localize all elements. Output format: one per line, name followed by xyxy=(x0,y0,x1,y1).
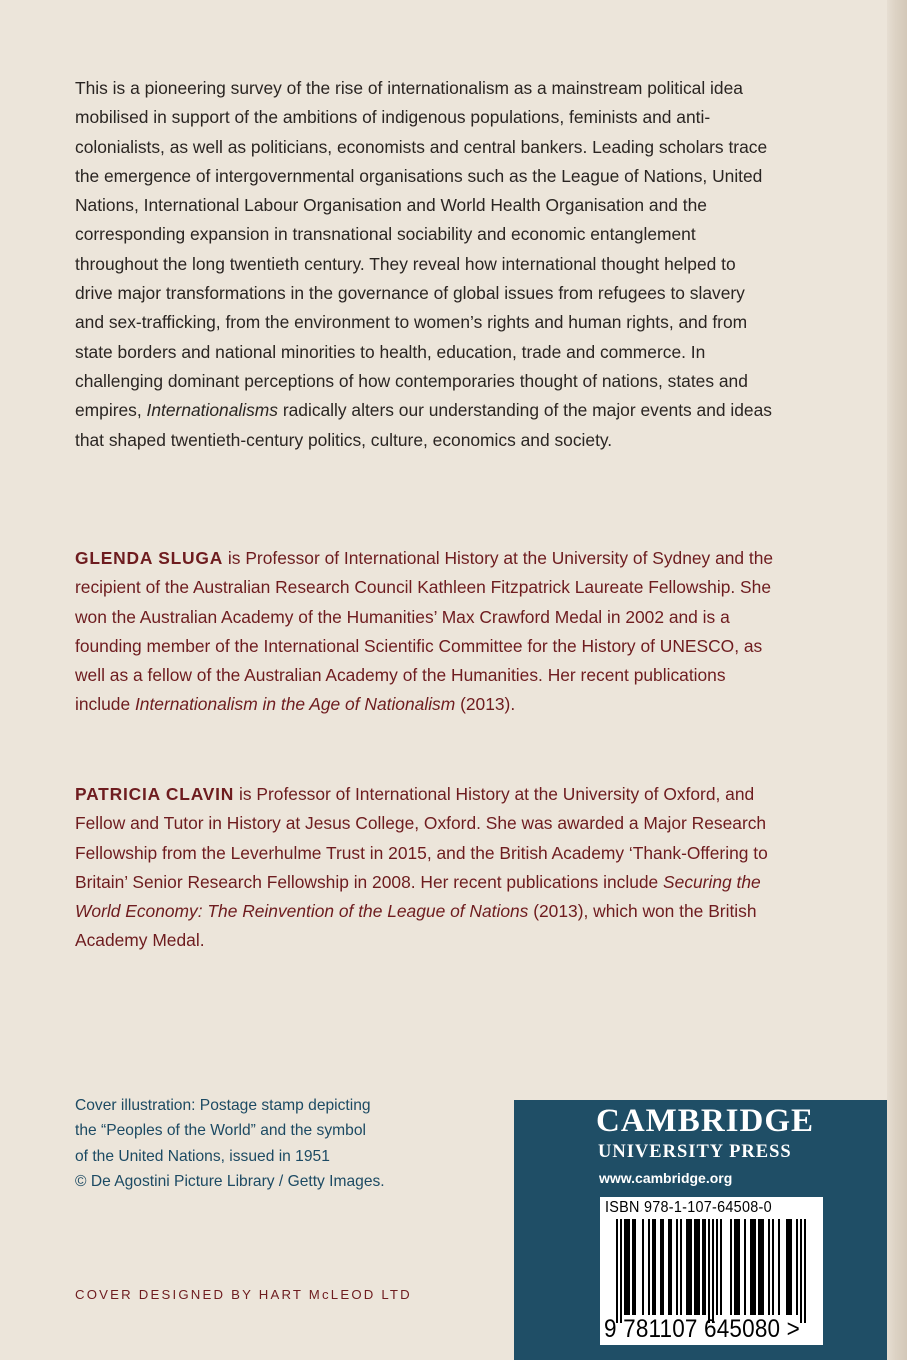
barcode-bar xyxy=(734,1219,736,1315)
barcode-bar xyxy=(696,1219,698,1315)
description-text-2: radically alters our understanding of the major events and ideas that shaped twentieth-century politics, culture, economics and society. xyxy=(75,400,772,450)
barcode-bar xyxy=(704,1219,706,1315)
bio-sluga-text-1: is Professor of International History at the University of Sydney and the recipient of the Australian Research Council Kathleen Fitzpatrick Laureate Fellowship. She won the Australian Academy of the Humanities’ Max Crawford Medal in 2002 and is a founding member of the International Scientific Committee for the History of UNESCO, as well as a fellow of the Australian Academy of the Humanities. Her recent publications include xyxy=(75,548,774,715)
author-bio-sluga xyxy=(75,544,785,720)
barcode-bar xyxy=(626,1219,628,1315)
barcode-bar xyxy=(786,1219,788,1315)
barcode-bar xyxy=(632,1219,634,1315)
barcode-bar xyxy=(676,1219,678,1315)
barcode-bar xyxy=(628,1219,630,1315)
barcode-bar xyxy=(762,1219,764,1315)
cover-designer: COVER DESIGNED BY HART McLEOD LTD xyxy=(75,1287,412,1302)
barcode-bar xyxy=(712,1219,714,1323)
barcode-bar xyxy=(796,1219,798,1315)
barcode-bar xyxy=(800,1219,802,1323)
barcode-bar xyxy=(694,1219,696,1315)
barcode-bar xyxy=(616,1219,618,1323)
barcode-bar xyxy=(758,1219,760,1315)
barcode-bar xyxy=(642,1219,644,1315)
spine-edge xyxy=(887,0,907,1360)
barcode-bar xyxy=(772,1219,774,1315)
barcode-bar xyxy=(744,1219,746,1315)
book-title-italic: Internationalisms xyxy=(146,400,278,421)
author-name-clavin: PATRICIA CLAVIN xyxy=(75,784,235,804)
barcode-panel xyxy=(600,1197,823,1345)
bio-clavin-book: Securing the World Economy: The Reinvention of the League of Nations xyxy=(75,871,761,922)
barcode-bar xyxy=(686,1219,688,1315)
barcode-bar xyxy=(698,1219,700,1315)
barcode-bar xyxy=(760,1219,762,1315)
barcode-bar xyxy=(738,1219,740,1315)
cover-credit-line-2: the “Peoples of the World” and the symbol xyxy=(75,1122,366,1140)
barcode-bar xyxy=(702,1219,704,1315)
barcode-bar xyxy=(730,1219,732,1315)
barcode-bar xyxy=(680,1219,682,1315)
barcode-bar xyxy=(768,1219,770,1315)
publisher-name: CAMBRIDGE xyxy=(596,1103,815,1139)
barcode-bar xyxy=(736,1219,738,1315)
bio-sluga-text-2: (2013). xyxy=(455,694,516,715)
barcode-bar xyxy=(652,1219,654,1315)
barcode-bar xyxy=(668,1219,670,1315)
barcode-bar xyxy=(720,1219,722,1315)
author-bio-clavin xyxy=(75,780,785,956)
isbn-text: ISBN 978-1-107-64508-0 xyxy=(605,1199,772,1216)
bio-sluga-book: Internationalism in the Age of Nationalism xyxy=(134,694,456,715)
barcode-bar xyxy=(804,1219,806,1323)
barcode-bar xyxy=(708,1219,710,1323)
cover-credit-line-4: © De Agostini Picture Library / Getty Images. xyxy=(75,1172,385,1190)
barcode-bar xyxy=(716,1219,718,1315)
publisher-box xyxy=(514,1100,887,1360)
description-text-1: This is a pioneering survey of the rise of internationalism as a mainstream political idea mobilised in support of the ambitions of indigenous populations, feminists and anti-colonialists, as well as politicians, economists and central bankers. Leading scholars trace the emergence of intergovernmental organisations such as the League of Nations, United Nations, International Labour Organisation and World Health Organisation and the corresponding expansion in transnational sociability and economic entanglement throughout the long twentieth century. They reveal how international thought helped to drive major transformations in the governance of global issues from refugees to slavery and sex-trafficking, from the environment to women’s rights and human rights, and from state borders and national minorities to health, education, trade and commerce. In challenging dominant perceptions of how contemporaries thought of nations, states and empires, xyxy=(75,78,768,421)
barcode-bar xyxy=(778,1219,780,1315)
bio-clavin-text-2: (2013), which won the British Academy Medal. xyxy=(75,901,757,951)
barcode-bar xyxy=(654,1219,656,1315)
barcode-bar xyxy=(690,1219,692,1315)
barcode-bar xyxy=(750,1219,752,1315)
barcode-bar xyxy=(624,1219,626,1315)
barcode-digits: 9 781107 645080 > xyxy=(604,1315,800,1343)
barcode-bar xyxy=(634,1219,636,1315)
publisher-url: www.cambridge.org xyxy=(599,1170,733,1186)
cover-credit xyxy=(75,1093,475,1194)
barcode-bar xyxy=(788,1219,790,1315)
barcode-bar xyxy=(754,1219,756,1315)
barcode-bar xyxy=(648,1219,650,1315)
barcode-bar xyxy=(662,1219,664,1315)
book-description xyxy=(75,74,775,455)
cover-credit-line-1: Cover illustration: Postage stamp depicting xyxy=(75,1097,371,1114)
barcode-bar xyxy=(752,1219,754,1315)
bio-clavin-text-1: is Professor of International History at the University of Oxford, and Fellow and Tutor in History at Jesus College, Oxford. She was awarded a Major Research Fellowship from the Leverhulme Trust in 2015, and the British Academy ‘Thank-Offering to Britain’ Senior Research Fellowship in 2008. Her recent publications include xyxy=(75,784,768,892)
barcode-bar xyxy=(688,1219,690,1315)
cover-credit-line-3: of the United Nations, issued in 1951 xyxy=(75,1147,330,1165)
publisher-subtitle: UNIVERSITY PRESS xyxy=(598,1142,792,1162)
barcode-bar xyxy=(790,1219,792,1315)
barcode-bar xyxy=(670,1219,672,1315)
author-name-sluga: GLENDA SLUGA xyxy=(75,548,224,568)
barcode-bar xyxy=(660,1219,662,1315)
barcode-bar xyxy=(620,1219,622,1323)
